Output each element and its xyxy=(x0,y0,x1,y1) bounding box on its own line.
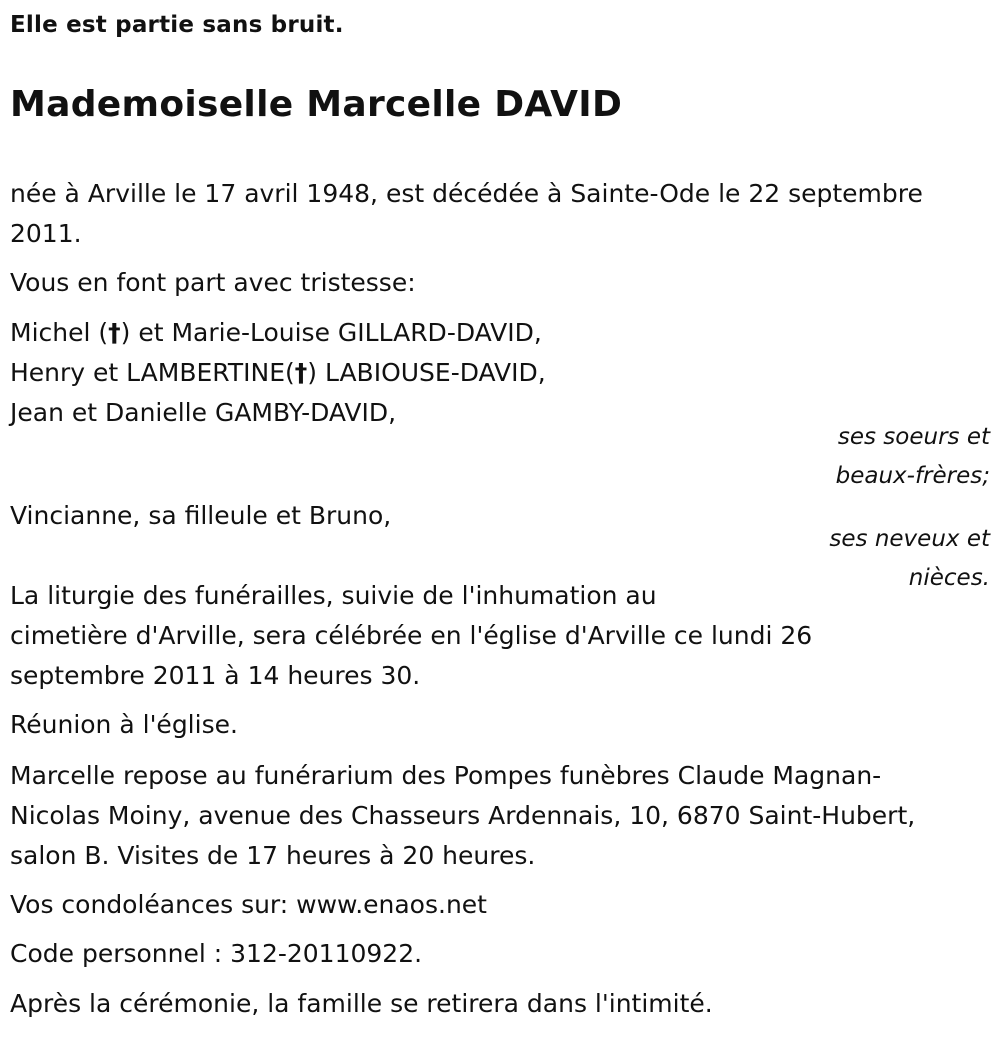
liturgy-line-1: La liturgie des funérailles, suivie de l'inhumation au xyxy=(10,581,657,610)
announcement: Vous en font part avec tristesse: xyxy=(10,268,416,297)
nephews-role-line-1: ses neveux et xyxy=(829,526,990,552)
personal-code: Code personnel : 312-20110922. xyxy=(10,939,423,968)
siblings-role xyxy=(836,418,990,496)
deceased-name: Mademoiselle Marcelle DAVID xyxy=(10,84,623,125)
birth-death-line-2: 2011. xyxy=(10,219,82,248)
condolences-line: Vos condoléances sur: www.enaos.net xyxy=(10,890,487,919)
family-line-3: Jean et Danielle GAMBY-DAVID, xyxy=(10,398,397,427)
rest-line-3: salon B. Visites de 17 heures à 20 heures. xyxy=(10,841,536,870)
siblings-role-line-1: ses soeurs et xyxy=(837,424,990,450)
family-line-2-part-b: ) LABIOUSE-DAVID, xyxy=(307,358,546,387)
rest-line-1: Marcelle repose au funérarium des Pompes funèbres Claude Magnan- xyxy=(10,761,882,790)
family-line-1-part-a: Michel ( xyxy=(10,318,109,347)
nephews-role xyxy=(829,520,990,598)
closing-line: Après la cérémonie, la famille se retirera dans l'intimité. xyxy=(10,989,713,1018)
liturgy-line-3: septembre 2011 à 14 heures 30. xyxy=(10,661,421,690)
family-line-2-part-a: Henry et LAMBERTINE( xyxy=(10,358,295,387)
family-line-1-part-b: ) et Marie-Louise GILLARD-DAVID, xyxy=(120,318,542,347)
tagline: Elle est partie sans bruit. xyxy=(10,12,344,38)
liturgy-line-2: cimetière d'Arville, sera célébrée en l'église d'Arville ce lundi 26 xyxy=(10,621,813,650)
birth-death-line-1: née à Arville le 17 avril 1948, est décédée à Sainte-Ode le 22 septembre xyxy=(10,179,923,208)
family-line-4: Vincianne, sa filleule et Bruno, xyxy=(10,501,392,530)
cross-icon: † xyxy=(108,318,121,347)
family-line-2 xyxy=(10,353,546,393)
family-line-1 xyxy=(10,313,542,353)
rest-line-2: Nicolas Moiny, avenue des Chasseurs Ardennais, 10, 6870 Saint-Hubert, xyxy=(10,801,916,830)
siblings-role-line-2: beaux-frères; xyxy=(835,463,990,489)
meeting-note: Réunion à l'église. xyxy=(10,710,238,739)
cross-icon: † xyxy=(294,358,308,387)
nephews-role-line-2: nièces. xyxy=(908,565,990,591)
